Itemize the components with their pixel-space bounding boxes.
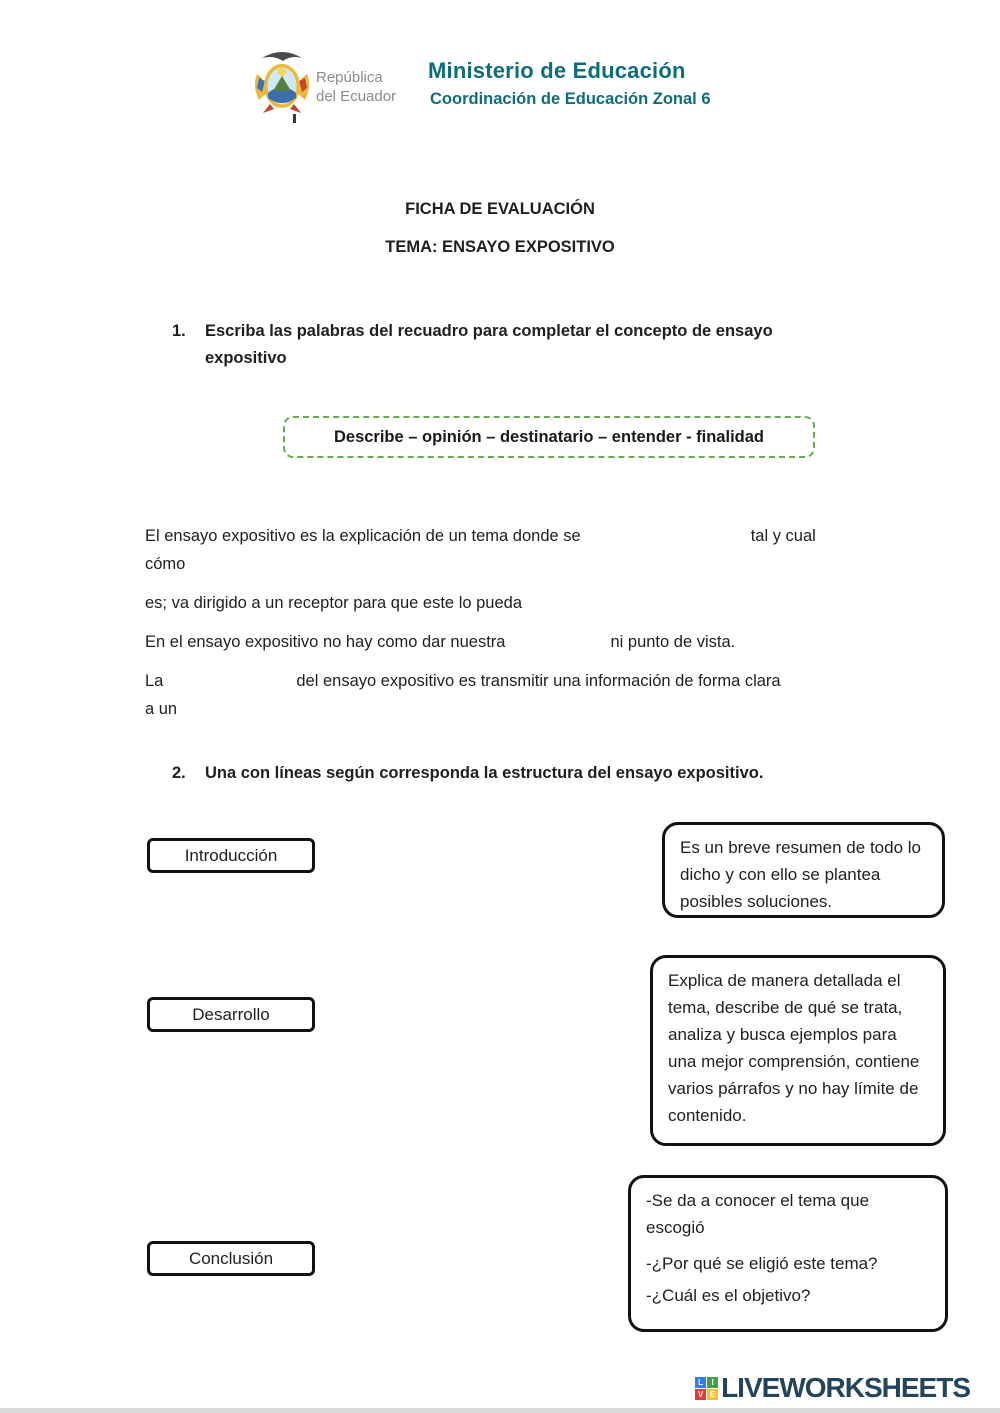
match-right-explica-text: Explica de manera detallada el tema, describe de qué se trata, analiza y busca ejemplos para una mejor comprensión, contiene varios párrafos y no hay límite de contenido. <box>668 971 920 1125</box>
question-1-heading <box>172 318 805 372</box>
logo-cell-l: L <box>695 1377 706 1388</box>
question-1-prompt: Escriba las palabras del recuadro para completar el concepto de ensayo expositivo <box>205 322 773 367</box>
word-bank-words: Describe – opinión – destinatario – entender - finalidad <box>333 427 764 446</box>
fill-line-1-pre: El ensayo expositivo es la explicación de un tema donde se <box>145 527 581 545</box>
match-right-resumen[interactable] <box>662 822 945 918</box>
fill-line-6-text: a un <box>145 700 178 718</box>
next-page-edge <box>0 1408 1000 1413</box>
match-right-tema-line3: -¿Cuál es el objetivo? <box>646 1286 811 1305</box>
fill-line-1 <box>145 522 875 550</box>
republica-line1: República <box>316 69 383 86</box>
match-left-desarrollo[interactable] <box>147 997 315 1032</box>
liveworksheets-footer <box>695 1372 970 1404</box>
match-right-explica[interactable] <box>650 955 946 1146</box>
answer-blank-3[interactable] <box>505 633 610 653</box>
fill-line-2 <box>145 550 875 578</box>
liveworksheets-logo-icon <box>695 1377 718 1400</box>
fill-line-4-post: ni punto de vista. <box>610 633 736 651</box>
answer-blank-2[interactable] <box>522 594 672 614</box>
ministry-title: Ministerio de Educación <box>428 58 686 83</box>
match-left-introduccion-label: Introducción <box>184 845 278 865</box>
match-right-tema-line1: -Se da a conocer el tema que escogió <box>646 1191 870 1237</box>
republica-label <box>316 68 396 106</box>
question-1-number: 1. <box>172 322 186 340</box>
fill-line-5-pre: La <box>145 672 164 690</box>
match-right-tema[interactable] <box>628 1175 948 1332</box>
question-2-number: 2. <box>172 764 186 782</box>
fill-line-2-text: cómo <box>145 555 186 573</box>
match-right-tema-line2: -¿Por qué se eligió este tema? <box>646 1254 878 1273</box>
answer-blank-1[interactable] <box>581 527 751 547</box>
fill-line-1-post: tal y cual <box>750 527 816 545</box>
match-left-conclusion[interactable] <box>147 1241 315 1276</box>
logo-cell-v: V <box>695 1389 706 1400</box>
match-left-desarrollo-label: Desarrollo <box>192 1004 270 1024</box>
document-title: FICHA DE EVALUACIÓN <box>405 200 595 218</box>
document-topic: TEMA: ENSAYO EXPOSITIVO <box>385 238 615 256</box>
fill-line-3-text: es; va dirigido a un receptor para que este lo pueda <box>145 594 523 612</box>
word-bank-box <box>283 416 815 458</box>
answer-blank-5[interactable] <box>177 700 327 720</box>
fill-line-5 <box>145 667 875 695</box>
fill-line-6 <box>145 695 875 723</box>
answer-blank-4[interactable] <box>163 672 296 692</box>
fill-line-3 <box>145 589 875 617</box>
liveworksheets-wordmark: LIVEWORKSHEETS <box>721 1372 970 1403</box>
republica-line2: del Ecuador <box>316 88 397 105</box>
fill-line-4 <box>145 628 875 656</box>
q1-fill-paragraph <box>145 522 875 723</box>
ecuador-coat-of-arms-icon <box>250 48 314 121</box>
logo-cell-e: E <box>707 1389 718 1400</box>
question-2-heading <box>172 760 763 787</box>
fill-line-5-post: del ensayo expositivo es transmitir una información de forma clara <box>296 672 781 690</box>
fill-line-4-pre: En el ensayo expositivo no hay como dar nuestra <box>145 633 506 651</box>
match-left-conclusion-label: Conclusión <box>188 1248 274 1268</box>
coordination-subtitle: Coordinación de Educación Zonal 6 <box>430 90 711 108</box>
question-2-prompt: Una con líneas según corresponda la estructura del ensayo expositivo. <box>205 764 764 782</box>
logo-tick-mark <box>293 114 296 123</box>
match-left-introduccion[interactable] <box>147 838 315 873</box>
logo-cell-i: I <box>707 1377 718 1388</box>
match-right-resumen-text: Es un breve resumen de todo lo dicho y con ello se plantea posibles soluciones. <box>680 838 921 911</box>
